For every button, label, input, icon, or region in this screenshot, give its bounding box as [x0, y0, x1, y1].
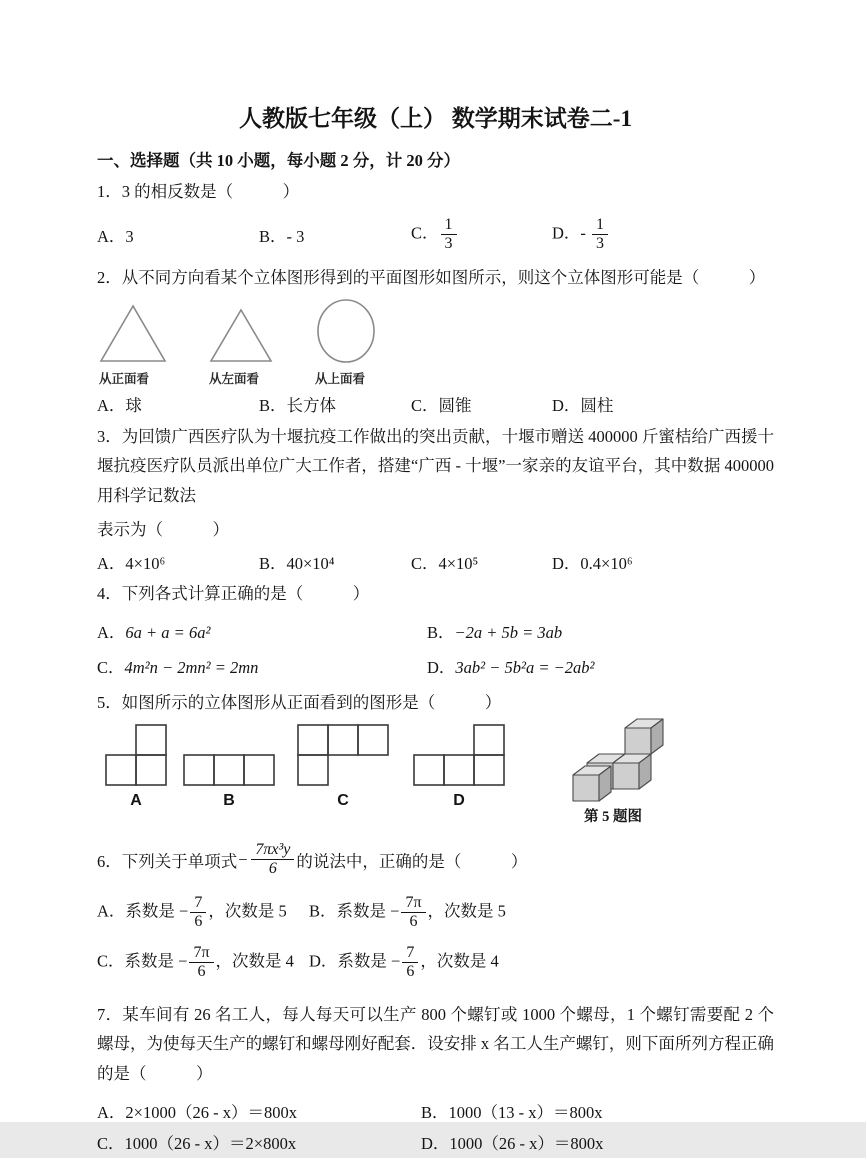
q2-option-a: A．球 — [97, 396, 142, 416]
q7-option-c-expression: 1000（26 - x）＝2×800x — [124, 1134, 297, 1154]
fraction-numerator: 7π — [189, 945, 213, 963]
q3-stem: 3．为回馈广西医疗队为十堰抗疫工作做出的突出贡献，十堰市赠送 400000 斤蜜桔给广西援十堰抗疫医疗队员派出单位广大工作者，搭建“广西 - 十堰”一家亲的友谊平台，其中数据 400000 用科学记数法 — [97, 427, 774, 505]
q4-option-c — [97, 654, 427, 678]
q2-left-view — [209, 308, 273, 387]
q4-option-c-label: C． — [97, 657, 125, 677]
fraction-numerator: 7 — [402, 945, 418, 963]
page-title: 人教版七年级（上） 数学期末试卷二-1 — [239, 106, 632, 131]
squares-shape-c-icon — [297, 724, 389, 786]
q6-option-b-pre: B．系数是 − — [309, 901, 400, 921]
q1-option-c — [411, 217, 552, 253]
fraction-denominator: 6 — [406, 962, 415, 980]
fraction-numerator: 1 — [441, 217, 457, 235]
q5-shape-d-label: D — [453, 791, 465, 809]
q6-options-row2 — [97, 938, 774, 988]
q7-option-b — [421, 1099, 774, 1123]
q6-option-c-post: ，次数是 4 — [215, 951, 294, 971]
q2-option-c: C．圆锥 — [411, 396, 472, 416]
squares-shape-d-icon — [413, 724, 505, 786]
q2-top-view — [315, 298, 377, 387]
q4-option-a-label: A． — [97, 622, 126, 642]
q6-option-b — [309, 895, 774, 931]
fraction-denominator: 6 — [197, 962, 206, 980]
q4-option-a-expression: 6a + a = 6a² — [125, 622, 211, 642]
q5-solid-figure — [559, 718, 667, 826]
q7-option-d-expression: 1000（26 - x）＝800x — [449, 1134, 604, 1154]
left-view-triangle-icon — [209, 308, 273, 364]
q1-stem: 1．3 的相反数是（ ） — [97, 182, 300, 201]
fraction-numerator: 7πx³y — [251, 842, 294, 860]
q1-option-c-pre: C． — [411, 223, 439, 243]
q6-option-d-fraction — [402, 945, 418, 981]
q6-option-a-pre: A．系数是 − — [97, 901, 189, 921]
q6-stem-pre: 6．下列关于单项式 — [97, 851, 238, 871]
q1-option-d-pre: D．- — [552, 223, 591, 243]
q7-options-row1 — [97, 1096, 774, 1127]
q7-option-b-label: B． — [421, 1103, 449, 1123]
q6-option-d-pre: D．系数是 − — [309, 951, 401, 971]
q4-option-d — [427, 654, 774, 678]
q4-option-b — [427, 619, 774, 643]
q5-shape-c-label: C — [337, 791, 349, 809]
q2-front-view — [99, 304, 167, 387]
squares-shape-a-icon — [105, 724, 167, 786]
q7-option-c — [97, 1130, 421, 1154]
q2-stem: 2．从不同方向看某个立体图形得到的平面图形如图所示，则这个立体图形可能是（ ） — [97, 267, 766, 287]
q1-option-c-fraction — [441, 217, 457, 253]
q4-option-a — [97, 619, 427, 643]
section-heading: 一、选择题（共 10 小题，每小题 2 分，计 20 分） — [97, 151, 460, 170]
fraction-denominator: 3 — [444, 234, 453, 252]
fraction-numerator: 7 — [190, 895, 206, 913]
q7-option-a-label: A． — [97, 1103, 126, 1123]
q5-figure-caption: 第 5 题图 — [584, 808, 642, 825]
q4-options-row2 — [97, 648, 774, 683]
q7-option-d-label: D． — [421, 1134, 450, 1154]
q3-option-c: C．4×10⁵ — [411, 553, 479, 573]
front-view-triangle-icon — [99, 304, 167, 364]
q7-option-d — [421, 1130, 774, 1154]
q6-option-c-fraction — [189, 945, 213, 981]
top-view-circle-icon — [315, 298, 377, 364]
q6-option-b-fraction — [401, 895, 425, 931]
q6-option-d-post: ，次数是 4 — [420, 951, 499, 971]
q5-shape-d — [413, 724, 505, 810]
q3-option-b: B．40×10⁴ — [259, 553, 335, 573]
fraction-numerator: 7π — [401, 895, 425, 913]
q4-option-d-label: D． — [427, 657, 456, 677]
q2-left-view-label: 从左面看 — [209, 372, 260, 387]
squares-shape-b-icon — [183, 754, 275, 786]
q5-stem: 5．如图所示的立体图形从正面看到的图形是（ ） — [97, 693, 502, 713]
q4-options-row1 — [97, 613, 774, 648]
q2-view-figures — [99, 298, 774, 387]
stacked-cubes-icon — [559, 718, 667, 803]
q6-stem-post: 的说法中，正确的是（ ） — [296, 851, 528, 871]
q7-option-a-expression: 2×1000（26 - x）＝800x — [125, 1103, 297, 1123]
q7-option-b-expression: 1000（13 - x）＝800x — [448, 1103, 603, 1123]
q6-option-a-fraction — [190, 895, 206, 931]
q2-option-d: D．圆柱 — [552, 396, 614, 416]
q2-top-view-label: 从上面看 — [315, 372, 366, 387]
q4-option-b-expression: −2a + 5b = 3ab — [454, 622, 563, 642]
q1-option-d-fraction — [592, 217, 608, 253]
q6-option-c — [97, 945, 309, 981]
q3-option-a: A．4×10⁶ — [97, 553, 166, 573]
fraction-denominator: 6 — [268, 859, 277, 877]
q2-option-b: B．长方体 — [259, 396, 337, 416]
q6-options-row1 — [97, 888, 774, 938]
q5-shape-a-label: A — [130, 791, 142, 809]
q5-shape-c — [297, 724, 389, 810]
q6-option-d — [309, 945, 774, 981]
fraction-denominator: 3 — [596, 234, 605, 252]
q1-option-d — [552, 217, 774, 253]
q5-shape-b — [183, 754, 275, 810]
q1-option-b: B．- 3 — [259, 226, 305, 246]
q1-options — [97, 212, 774, 258]
q2-options — [97, 392, 774, 416]
q7-option-a — [97, 1099, 421, 1123]
q6-option-a-post: ，次数是 5 — [208, 901, 287, 921]
q3-option-d: D．0.4×10⁶ — [552, 553, 633, 573]
fraction-denominator: 6 — [409, 912, 418, 930]
q4-option-d-expression: 3ab² − 5b²a = −2ab² — [455, 657, 595, 677]
minus-sign: − — [237, 849, 249, 869]
q1-option-a: A．3 — [97, 226, 134, 246]
q6-stem — [97, 836, 774, 884]
q5-figures — [105, 724, 774, 826]
q3-stem-tail: 表示为（ ） — [97, 520, 229, 540]
q7-options-row2 — [97, 1127, 774, 1158]
fraction-denominator: 6 — [194, 912, 203, 930]
q4-option-c-expression: 4m²n − 2mn² = 2mn — [124, 657, 259, 677]
q6-option-b-post: ，次数是 5 — [427, 901, 506, 921]
q4-stem: 4．下列各式计算正确的是（ ） — [97, 583, 370, 603]
fraction-numerator: 1 — [592, 217, 608, 235]
q5-shape-a — [105, 724, 167, 810]
q6-option-a — [97, 895, 309, 931]
q6-option-c-pre: C．系数是 − — [97, 951, 188, 971]
q4-option-b-label: B． — [427, 622, 455, 642]
q2-front-view-label: 从正面看 — [99, 372, 150, 387]
q3-options — [97, 550, 774, 574]
q7-stem: 7．某车间有 26 名工人，每人每天可以生产 800 个螺钉或 1000 个螺母，1 个螺钉需要配 2 个螺母，为使每天生产的螺钉和螺母刚好配套．设安排 x 名工人生产螺钉，则下面所列方程正确的是（ ） — [97, 1004, 775, 1083]
q5-shape-b-label: B — [223, 791, 235, 809]
q6-monomial-fraction — [251, 842, 294, 878]
q7-option-c-label: C． — [97, 1134, 125, 1154]
